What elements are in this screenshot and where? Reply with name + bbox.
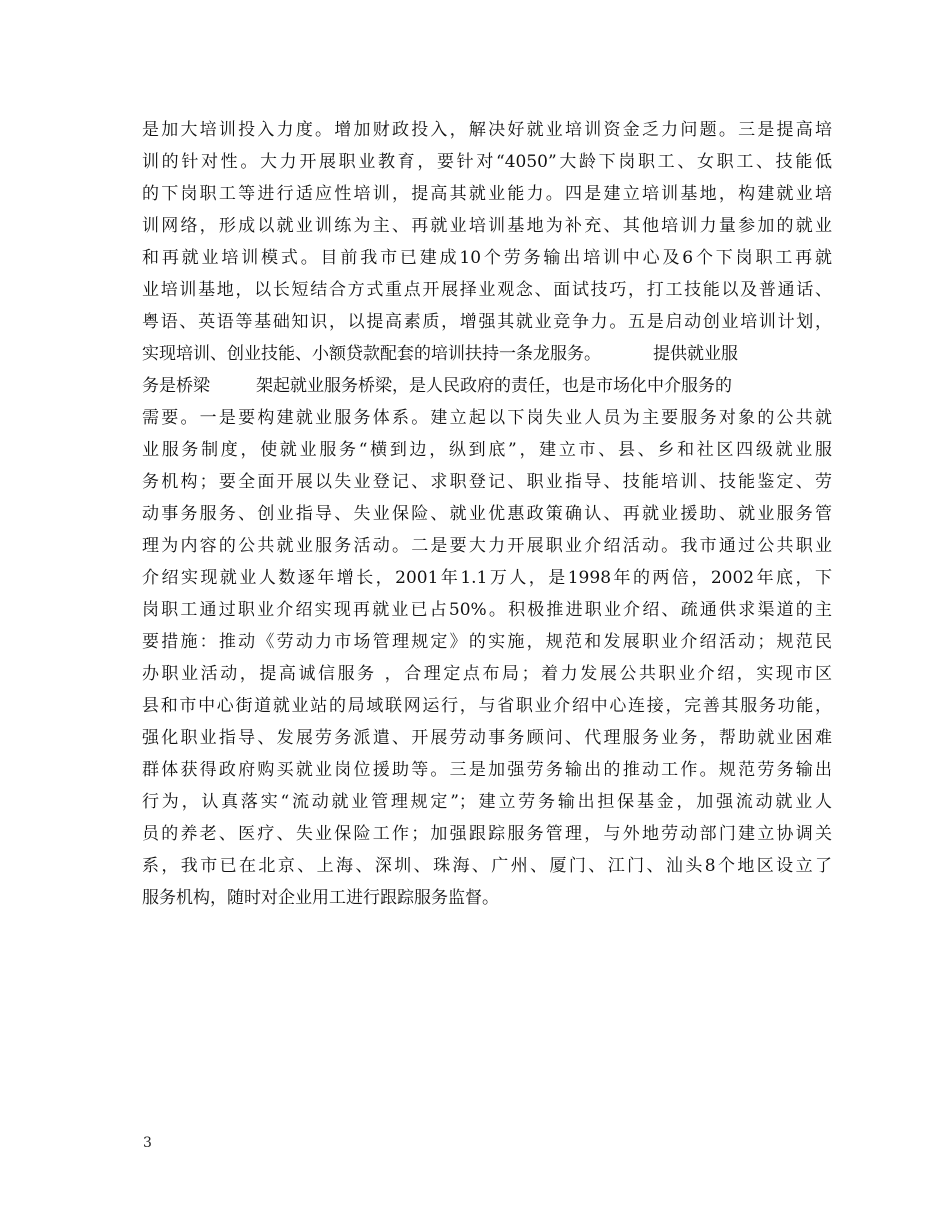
text-line-15: 介绍实现就业人数逐年增长，2001年1.1万人，是1998年的两倍，2002年底，下 bbox=[142, 568, 832, 588]
text-line-19: 县和市中心街道就业站的局域联网运行，与省职业介绍中心连接，完善其服务功能， bbox=[142, 696, 832, 716]
text-line-17: 要措施：推动《劳动力市场管理规定》的实施，规范和发展职业介绍活动；规范民 bbox=[142, 632, 832, 652]
text-line-21: 群体获得政府购买就业岗位援助等。三是加强劳务输出的推动工作。规范劳务输出 bbox=[142, 760, 832, 780]
text-line-3: 的下岗职工等进行适应性培训，提高其就业能力。四是建立培训基地，构建就业培 bbox=[142, 184, 832, 204]
text-line-13: 动事务服务、创业指导、失业保险、就业优惠政策确认、再就业援助、就业服务管 bbox=[142, 504, 832, 524]
text-line-23: 员的养老、医疗、失业保险工作；加强跟踪服务管理，与外地劳动部门建立协调关 bbox=[142, 824, 832, 844]
text-line-18: 办职业活动，提高诚信服务 ，合理定点布局；着力发展公共职业介绍，实现市区 bbox=[142, 664, 832, 684]
text-line-22: 行为，认真落实“流动就业管理规定”；建立劳务输出担保基金，加强流动就业人 bbox=[142, 792, 832, 812]
text-line-16: 岗职工通过职业介绍实现再就业已占50%。积极推进职业介绍、疏通供求渠道的主 bbox=[142, 600, 832, 620]
section-heading-start: 提供就业服 bbox=[653, 344, 738, 364]
text-line-8-start: 实现培训、创业技能、小额贷款配套的培训扶持一条龙服务。 bbox=[142, 344, 601, 364]
text-line-7: 粤语、英语等基础知识，以提高素质，增强其就业竞争力。五是启动创业培训计划， bbox=[142, 312, 832, 332]
section-heading-end: 务是桥梁 bbox=[142, 376, 210, 396]
text-line-8 bbox=[142, 338, 832, 370]
text-line-11: 业服务制度，使就业服务“横到边，纵到底”，建立市、县、乡和社区四级就业服 bbox=[142, 440, 832, 460]
text-line-5: 和再就业培训模式。目前我市已建成10个劳务输出培训中心及6个下岗职工再就 bbox=[142, 248, 832, 268]
text-line-20: 强化职业指导、发展劳务派遣、开展劳动事务顾问、代理服务业务，帮助就业困难 bbox=[142, 728, 832, 748]
text-line-9-rest: 架起就业服务桥梁，是人民政府的责任，也是市场化中介服务的 bbox=[256, 376, 732, 396]
text-line-9 bbox=[142, 370, 832, 402]
text-line-1: 是加大培训投入力度。增加财政投入，解决好就业培训资金乏力问题。三是提高培 bbox=[142, 120, 832, 140]
text-line-4: 训网络，形成以就业训练为主、再就业培训基地为补充、其他培训力量参加的就业 bbox=[142, 216, 832, 236]
text-line-24: 系，我市已在北京、上海、深圳、珠海、广州、厦门、江门、汕头8个地区设立了 bbox=[142, 856, 832, 876]
text-line-14: 理为内容的公共就业服务活动。二是要大力开展职业介绍活动。我市通过公共职业 bbox=[142, 536, 832, 556]
body-text bbox=[142, 114, 832, 914]
text-line-6: 业培训基地，以长短结合方式重点开展择业观念、面试技巧，打工技能以及普通话、 bbox=[142, 280, 832, 300]
page-number: 3 bbox=[143, 1135, 152, 1151]
text-line-10: 需要。一是要构建就业服务体系。建立起以下岗失业人员为主要服务对象的公共就 bbox=[142, 408, 832, 428]
text-line-12: 务机构；要全面开展以失业登记、求职登记、职业指导、技能培训、技能鉴定、劳 bbox=[142, 472, 832, 492]
text-line-2: 训的针对性。大力开展职业教育，要针对“4050”大龄下岗职工、女职工、技能低 bbox=[142, 152, 832, 172]
text-line-25: 服务机构，随时对企业用工进行跟踪服务监督。 bbox=[142, 888, 499, 908]
